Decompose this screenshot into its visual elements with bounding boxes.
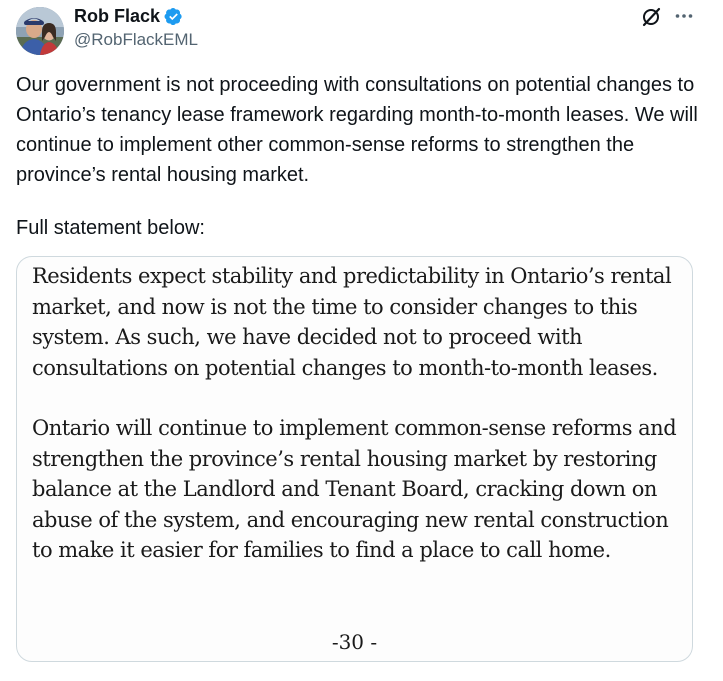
statement-paragraph-1: Residents expect stability and predictability in Ontario’s rental market, and now is not the time to consider changes to this system. As such, we have decided not to proceed with consultations on potential changes to month-to-month leases. [32,264,672,380]
avatar-photo [16,7,64,55]
statement-image[interactable] [16,256,693,662]
avatar[interactable] [16,7,64,55]
tweet-text-link-line: Full statement below: [16,217,205,239]
more-icon[interactable] [673,6,695,28]
tweet-text: Our government is not proceeding with consultations on potential changes to Ontario’s tenancy lease framework regarding month-to-month leases. We will continue to implement other common-sense reforms to strengthen the province’s rental housing market. [16,74,698,186]
statement-end-mark: -30 - [331,630,378,654]
author-handle[interactable]: @RobFlackEML [74,30,199,49]
author-name-row[interactable] [74,5,183,27]
verified-badge-icon[interactable] [164,7,183,26]
author-display-name[interactable]: Rob Flack [74,6,161,26]
statement-paragraph-2: Ontario will continue to implement common-sense reforms and strengthen the province’s rental housing market by restoring balance at the Landlord and Tenant Board, cracking down on abuse of the system, and encouraging new rental construction to make it easier for families to find a place to call home. [32,416,677,562]
grok-icon[interactable] [640,6,662,28]
